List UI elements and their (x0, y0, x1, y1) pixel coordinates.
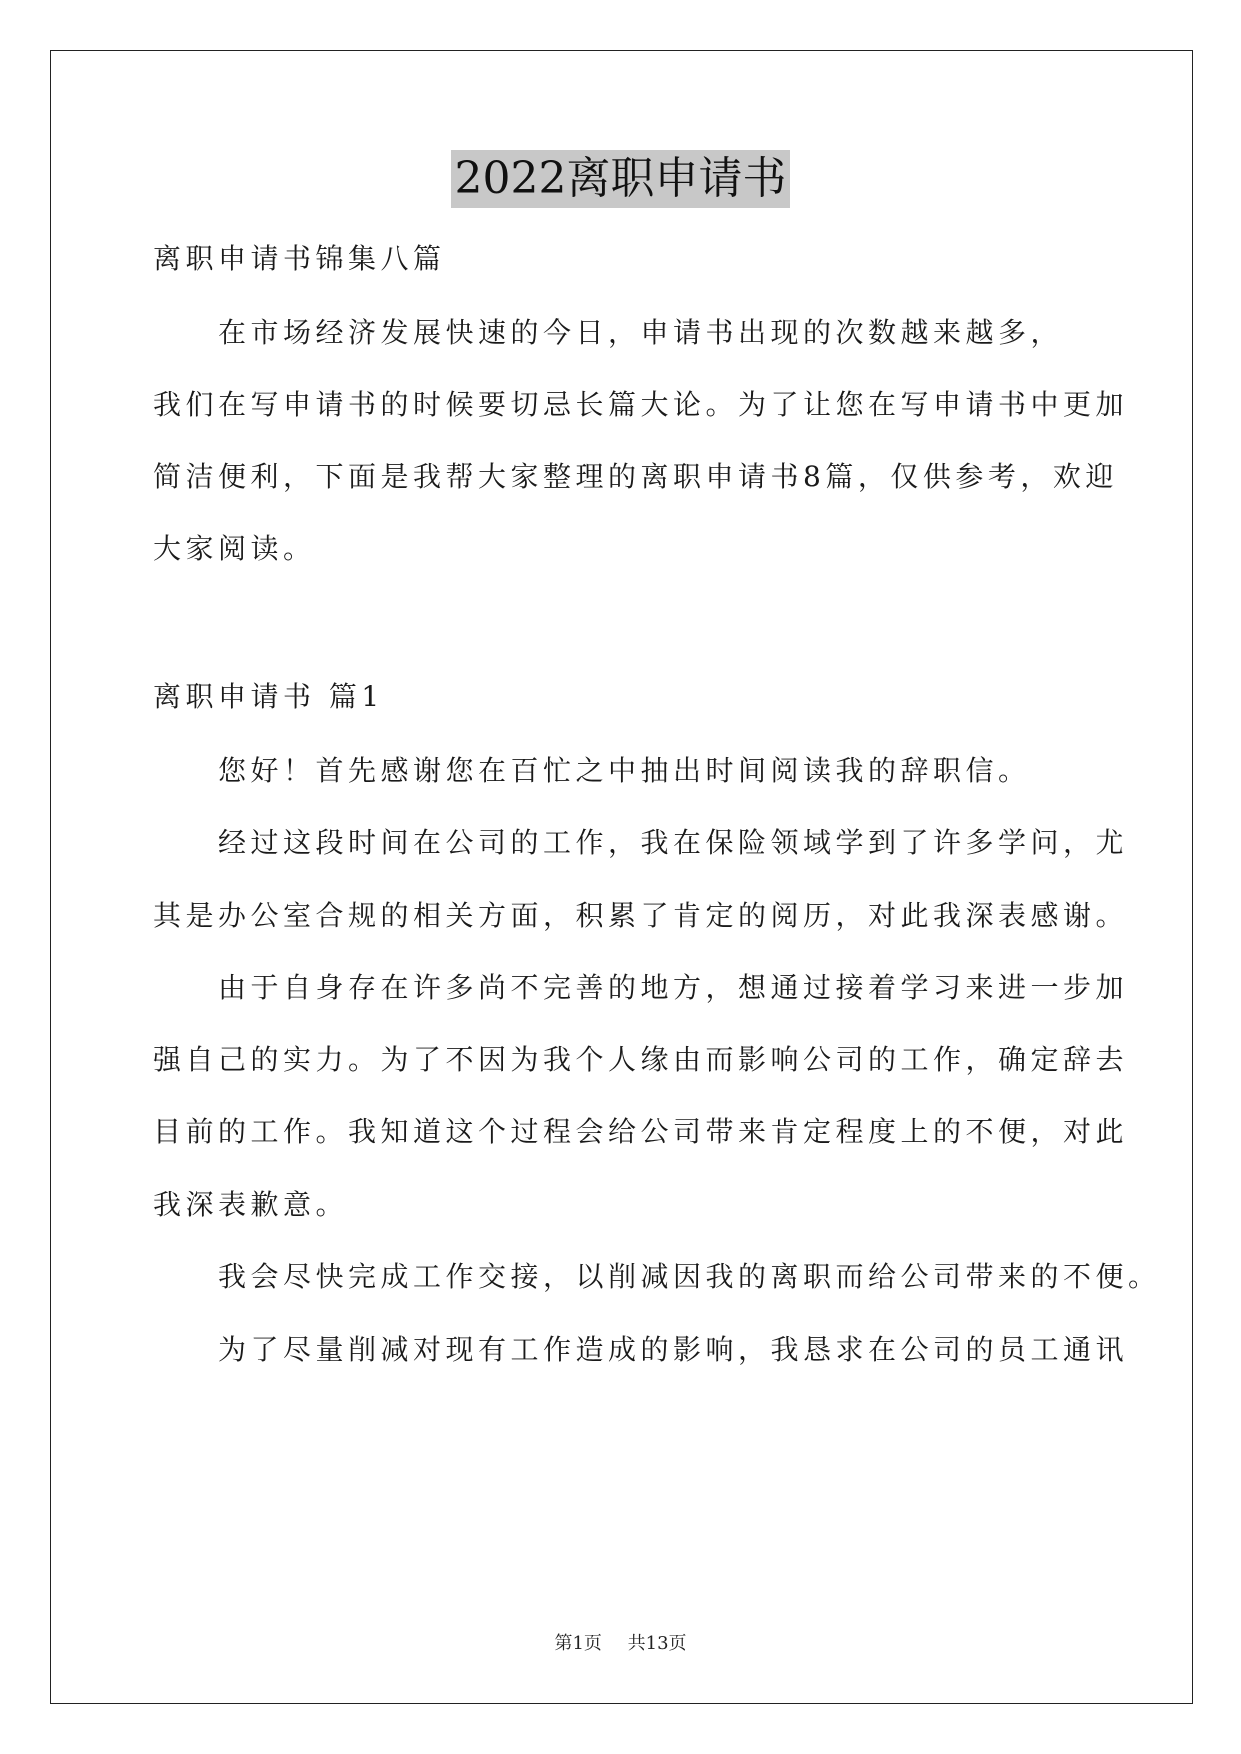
body-line: 我深表歉意。 (153, 1188, 349, 1221)
body-line: 经过这段时间在公司的工作，我在保险领域学到了许多学问，尤 (153, 826, 1129, 859)
body-line: 由于自身存在许多尚不完善的地方，想通过接着学习来进一步加 (153, 971, 1129, 1004)
section-heading: 离职申请书 篇1 (153, 680, 384, 713)
page-footer (0, 1632, 1241, 1656)
title-wrap (0, 150, 1241, 208)
body-line: 您好！首先感谢您在百忙之中抽出时间阅读我的辞职信。 (153, 754, 1031, 787)
document-title: 2022离职申请书 (451, 150, 791, 208)
page-border (50, 50, 1193, 1704)
body-line: 其是办公室合规的相关方面，积累了肯定的阅历，对此我深表感谢。 (153, 899, 1129, 932)
body-line: 大家阅读。 (153, 532, 316, 565)
body-line: 为了尽量削减对现有工作造成的影响，我恳求在公司的员工通讯 (153, 1333, 1129, 1366)
body-line: 强自己的实力。为了不因为我个人缘由而影响公司的工作，确定辞去 (153, 1043, 1129, 1076)
body-line: 目前的工作。我知道这个过程会给公司带来肯定程度上的不便，对此 (153, 1115, 1129, 1148)
body-line: 我们在写申请书的时候要切忌长篇大论。为了让您在写申请书中更加 (153, 388, 1129, 421)
page-number: 第1页 (554, 1633, 602, 1654)
body-line: 简洁便利，下面是我帮大家整理的离职申请书8篇，仅供参考，欢迎 (153, 460, 1118, 493)
body-line: 在市场经济发展快速的今日，申请书出现的次数越来越多， (153, 316, 1064, 349)
page-total: 共13页 (627, 1633, 687, 1654)
body-line: 我会尽快完成工作交接，以削减因我的离职而给公司带来的不便。 (153, 1260, 1161, 1293)
subtitle-line: 离职申请书锦集八篇 (153, 242, 446, 275)
